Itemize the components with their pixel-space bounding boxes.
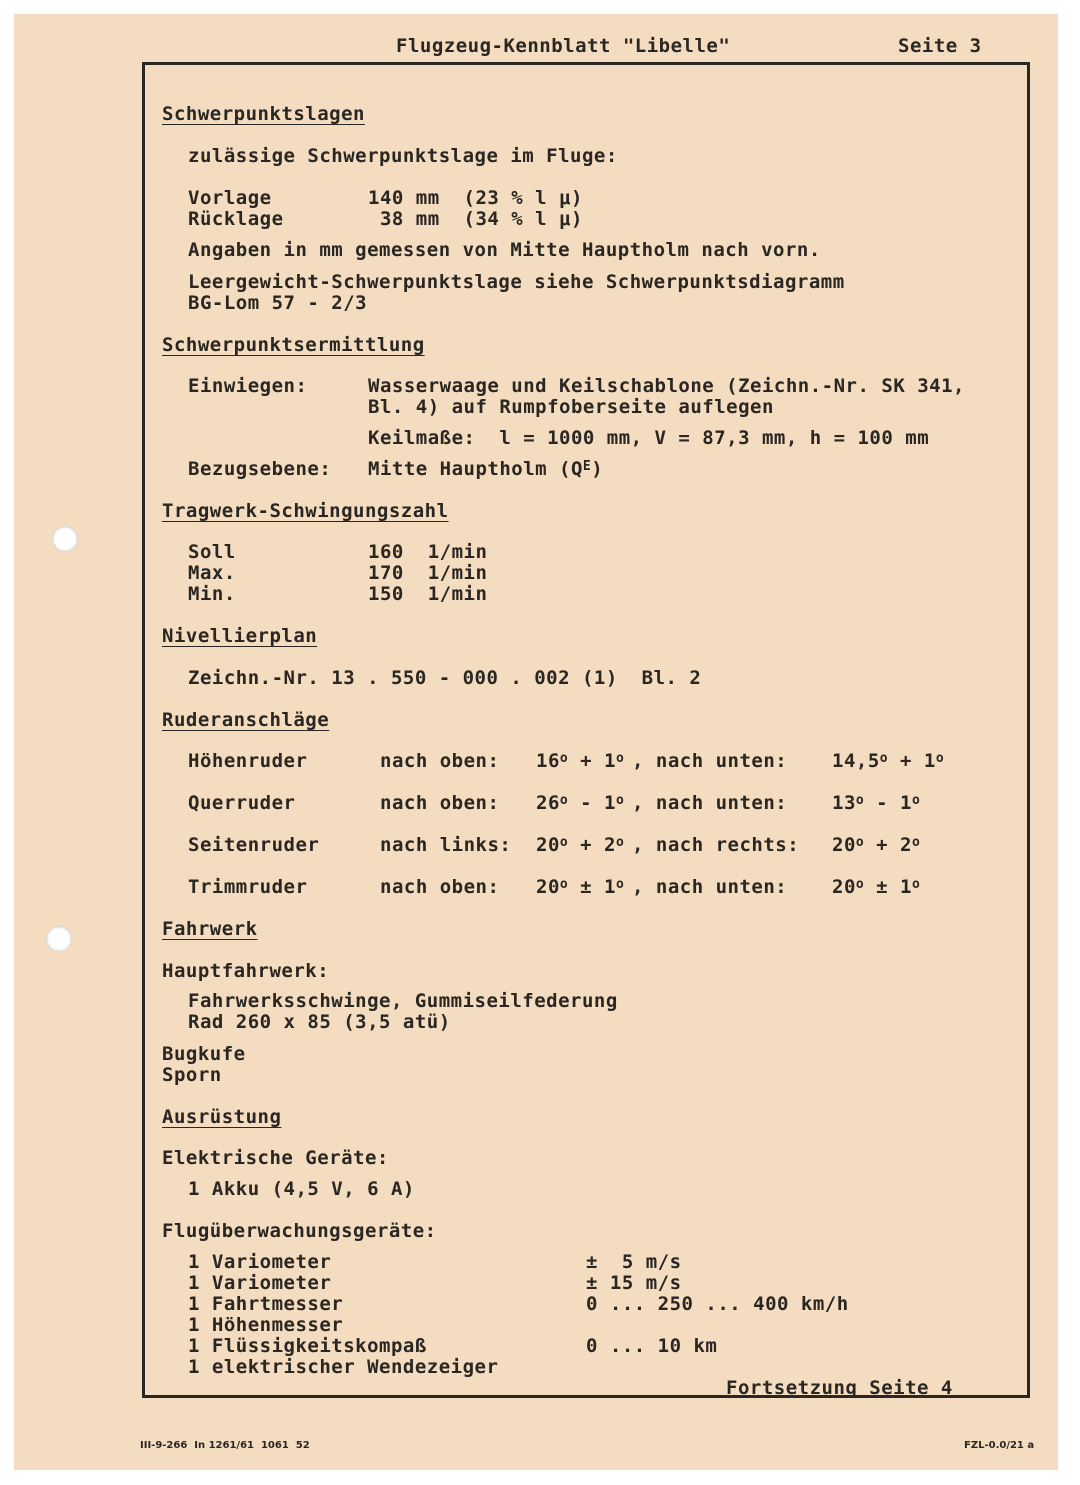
continuation-note: Fortsetzung Seite 4	[726, 1377, 953, 1399]
instrument-name: 1 Variometer	[188, 1272, 332, 1294]
document-title: Flugzeug-Kennblatt "Libelle"	[396, 35, 731, 57]
punch-hole	[52, 526, 78, 552]
instrument-range: 0 ... 250 ... 400 km/h	[586, 1293, 849, 1315]
punch-hole	[46, 926, 72, 952]
ruder-dir: nach oben:	[380, 876, 500, 898]
ruder-name: Seitenruder	[188, 834, 320, 856]
note-text: Angaben in mm gemessen von Mitte Hauptholm nach vorn.	[188, 239, 821, 261]
form-code-right: FZL-0.0/21 a	[964, 1440, 1035, 1451]
heading-schwingungszahl: Tragwerk-Schwingungszahl	[162, 500, 449, 522]
einwiegen-text: Bl. 4) auf Rumpfoberseite auflegen	[368, 396, 774, 418]
schwingung-label: Soll	[188, 541, 236, 563]
ruder-dir: nach links:	[380, 834, 512, 856]
ruder-dir: nach oben:	[380, 750, 500, 772]
elektrisch-label: Elektrische Geräte:	[162, 1147, 389, 1169]
instrument-range: 0 ... 10 km	[586, 1335, 718, 1357]
einwiegen-text: Wasserwaage und Keilschablone (Zeichn.-Nr. SK 341,	[368, 375, 965, 397]
ruder-dir: , nach unten:	[632, 750, 788, 772]
bezug-value: Mitte Hauptholm $(Q^E)$	[368, 458, 604, 480]
instrument-name: 1 elektrischer Wendezeiger	[188, 1356, 499, 1378]
heading-schwerpunktsermittlung: Schwerpunktsermittlung	[162, 334, 425, 356]
hauptfahrwerk-text: Rad 260 x 85 (3,5 atü)	[188, 1011, 451, 1033]
instrument-range: ± 15 m/s	[586, 1272, 682, 1294]
heading-nivellierplan: Nivellierplan	[162, 625, 318, 647]
heading-fahrwerk: Fahrwerk	[162, 918, 258, 940]
vorlage-value: 140 mm (23 % l μ)	[368, 187, 583, 209]
ruder-name: Trimmruder	[188, 876, 308, 898]
ruder-dir: nach oben:	[380, 792, 500, 814]
nivellier-text: Zeichn.-Nr. 13 . 550 - 000 . 002 (1) Bl. 2	[188, 667, 702, 689]
flugueberwachung-label: Flugüberwachungsgeräte:	[162, 1220, 437, 1242]
einwiegen-label: Einwiegen:	[188, 375, 308, 397]
ruder-name: Querruder	[188, 792, 296, 814]
sporn-text: Sporn	[162, 1064, 222, 1086]
instrument-name: 1 Variometer	[188, 1251, 332, 1273]
schwingung-value: 170 1/min	[368, 562, 488, 584]
heading-ruderanschlaege: Ruderanschläge	[162, 709, 330, 731]
heading-ausruestung: Ausrüstung	[162, 1106, 282, 1128]
note-text: Leergewicht-Schwerpunktslage siehe Schwerpunktsdiagramm	[188, 271, 845, 293]
ruder-dir: , nach unten:	[632, 876, 788, 898]
instrument-name: 1 Höhenmesser	[188, 1314, 344, 1336]
ruder-dir: , nach rechts:	[632, 834, 800, 856]
ruder-value: $16^o + 1^o$	[536, 750, 625, 772]
hauptfahrwerk-label: Hauptfahrwerk:	[162, 960, 330, 982]
elektrisch-item: 1 Akku (4,5 V, 6 A)	[188, 1178, 415, 1200]
ruder-value: 26$^o$ - 1$^o$	[536, 792, 625, 814]
note-text: BG-Lom 57 - 2/3	[188, 292, 368, 314]
instrument-name: 1 Fahrtmesser	[188, 1293, 344, 1315]
ruecklage-label: Rücklage	[188, 208, 284, 230]
page-number: Seite 3	[898, 35, 982, 57]
form-code-left: III-9-266 In 1261/61 1061 52	[140, 1440, 310, 1451]
schwingung-value: 160 1/min	[368, 541, 488, 563]
ruder-value: $20^o + 2^o$	[832, 834, 921, 856]
ruder-value: $20^o \pm 1^o$	[536, 876, 625, 898]
instrument-range: ± 5 m/s	[586, 1251, 682, 1273]
bugkufe-text: Bugkufe	[162, 1043, 246, 1065]
bezug-label: Bezugsebene:	[188, 458, 332, 480]
vorlage-label: Vorlage	[188, 187, 272, 209]
ruder-value: $14,5^o + 1^o$	[832, 750, 945, 772]
ruder-dir: , nach unten:	[632, 792, 788, 814]
hauptfahrwerk-text: Fahrwerksschwinge, Gummiseilfederung	[188, 990, 618, 1012]
ruecklage-value: 38 mm (34 % l μ)	[368, 208, 583, 230]
ruder-name: Höhenruder	[188, 750, 308, 772]
schwingung-value: 150 1/min	[368, 583, 488, 605]
intro-text: zulässige Schwerpunktslage im Fluge:	[188, 145, 618, 167]
heading-schwerpunktslagen: Schwerpunktslagen	[162, 103, 365, 125]
ruder-value: $20^o + 2^o$	[536, 834, 625, 856]
schwingung-label: Max.	[188, 562, 236, 584]
instrument-name: 1 Flüssigkeitskompaß	[188, 1335, 427, 1357]
keilmasse-text: Keilmaße: l = 1000 mm, V = 87,3 mm, h = 100 mm	[368, 427, 930, 449]
ruder-value: $20^o \pm 1^o$	[832, 876, 921, 898]
ruder-value: 13$^o$ - 1$^o$	[832, 792, 921, 814]
schwingung-label: Min.	[188, 583, 236, 605]
